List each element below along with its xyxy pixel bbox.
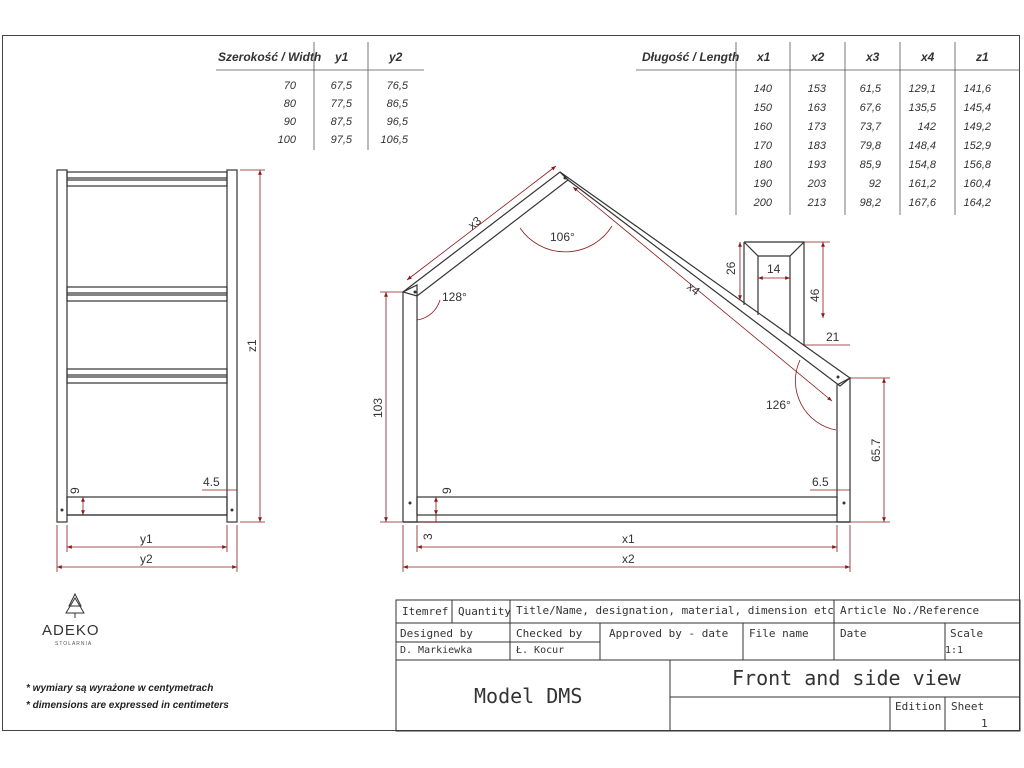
table-cell: 203	[807, 178, 826, 190]
tb-quantity: Quantity	[458, 605, 511, 618]
front-dim-46: 46	[808, 288, 822, 302]
table-cell: 213	[807, 197, 826, 209]
side-view	[57, 170, 237, 522]
front-angle-126: 126°	[766, 398, 791, 412]
table-cell: 167,6	[908, 197, 936, 209]
side-dim-z1: z1	[245, 339, 259, 352]
side-dim-y2: y2	[140, 552, 153, 566]
table-cell: 170	[753, 140, 772, 152]
front-dim-x3: x3	[465, 213, 484, 233]
table-cell: 142	[917, 121, 936, 133]
table-cell: 87,5	[330, 116, 352, 128]
table-cell: 80	[283, 98, 296, 110]
length-table-header-x3: x3	[866, 50, 880, 64]
logo-name: ADEKO	[42, 622, 100, 639]
side-dim-9: 9	[68, 487, 82, 494]
width-table-header-y1: y1	[335, 50, 349, 64]
table-cell: 140	[753, 83, 772, 95]
table-cell: 149,2	[963, 121, 991, 133]
tb-article: Article No./Reference	[840, 604, 980, 617]
table-cell: 90	[283, 116, 296, 128]
front-dim-9: 9	[440, 487, 454, 494]
front-dim-21: 21	[826, 330, 840, 344]
length-table-header-x4: x4	[921, 50, 935, 64]
table-cell: 161,2	[908, 178, 936, 190]
tb-view-title: Front and side view	[732, 666, 961, 690]
tb-itemref: Itemref	[402, 605, 449, 618]
side-view-dimensions	[57, 170, 265, 572]
tb-scale: 1:1	[945, 645, 964, 656]
table-cell: 86,5	[386, 98, 408, 110]
tb-sheet: 1	[981, 717, 988, 730]
table-cell: 77,5	[330, 98, 352, 110]
width-table-header-size: Szerokość / Width	[218, 50, 322, 64]
side-dim-y1: y1	[140, 532, 153, 546]
tb-model: Model DMS	[474, 684, 583, 708]
side-dim-4-5: 4.5	[203, 475, 220, 489]
table-cell: 106,5	[380, 134, 408, 146]
tb-title-desc: Title/Name, designation, material, dimension etc	[516, 604, 834, 617]
table-cell: 67,5	[330, 80, 352, 92]
tb-designed-by-label: Designed by	[400, 627, 473, 640]
table-cell: 135,5	[908, 102, 936, 114]
table-cell: 153	[807, 83, 826, 95]
table-cell: 98,2	[859, 197, 881, 209]
front-angle-106: 106°	[550, 230, 575, 244]
table-cell: 160,4	[963, 178, 991, 190]
length-table-header-x1: x1	[757, 50, 771, 64]
table-cell: 190	[753, 178, 772, 190]
note-pl: * wymiary są wyrażone w centymetrach	[26, 683, 214, 694]
length-table-header-z1: z1	[976, 50, 989, 64]
table-cell: 183	[807, 140, 826, 152]
width-table-header-y2: y2	[389, 50, 403, 64]
table-cell: 180	[753, 159, 772, 171]
table-cell: 73,7	[859, 121, 881, 133]
table-cell: 154,8	[908, 159, 936, 171]
front-dim-x2: x2	[622, 552, 635, 566]
tb-checked-by-label: Checked by	[516, 627, 583, 640]
table-cell: 70	[283, 80, 296, 92]
table-cell: 173	[807, 121, 826, 133]
front-dim-6-5: 6.5	[812, 475, 829, 489]
front-dim-x4: x4	[684, 279, 703, 299]
table-cell: 164,2	[963, 197, 991, 209]
table-cell: 145,4	[963, 102, 991, 114]
table-cell: 96,5	[386, 116, 408, 128]
table-cell: 79,8	[859, 140, 881, 152]
side-view-marks	[61, 509, 234, 512]
front-dim-103: 103	[371, 397, 385, 418]
table-rules	[216, 42, 1020, 215]
table-cell: 148,4	[908, 140, 936, 152]
tb-checked-by: Ł. Kocur	[516, 645, 565, 656]
table-cell: 61,5	[859, 83, 881, 95]
logo-subtitle: STOLARNIA	[55, 641, 93, 647]
table-cell: 200	[753, 197, 772, 209]
table-cell: 160	[753, 121, 772, 133]
table-cell: 141,6	[963, 83, 991, 95]
length-table-header-size: Długość / Length	[642, 50, 740, 64]
note-en: * dimensions are expressed in centimeters	[26, 700, 229, 711]
tb-date-label: Date	[840, 627, 867, 640]
table-cell: 129,1	[908, 83, 936, 95]
tb-file-name-label: File name	[749, 627, 809, 640]
front-dim-x1: x1	[622, 532, 635, 546]
table-cell: 76,5	[386, 80, 408, 92]
front-dim-3: 3	[421, 533, 435, 540]
table-cell: 156,8	[963, 159, 991, 171]
front-view-dimensions	[380, 166, 890, 572]
front-dim-14: 14	[767, 262, 781, 276]
tree-logo-icon	[66, 594, 84, 618]
table-cell: 152,9	[963, 140, 991, 152]
table-cell: 92	[868, 178, 881, 190]
table-cell: 193	[807, 159, 826, 171]
tb-designed-by: D. Markiewka	[400, 645, 473, 656]
front-dim-26: 26	[724, 261, 738, 275]
table-cell: 97,5	[330, 134, 352, 146]
tb-scale-label: Scale	[950, 627, 984, 640]
table-cell: 150	[753, 102, 772, 114]
table-cell: 100	[277, 134, 296, 146]
front-angle-128: 128°	[442, 290, 467, 304]
table-cell: 163	[807, 102, 826, 114]
table-cell: 67,6	[859, 102, 881, 114]
table-cell: 85,9	[859, 159, 881, 171]
tb-sheet-label: Sheet	[951, 700, 985, 713]
length-table-header-x2: x2	[811, 50, 825, 64]
tb-edition-label: Edition	[895, 700, 942, 713]
tb-approved-label: Approved by - date	[609, 627, 729, 640]
front-dim-65-7: 65.7	[869, 438, 883, 462]
